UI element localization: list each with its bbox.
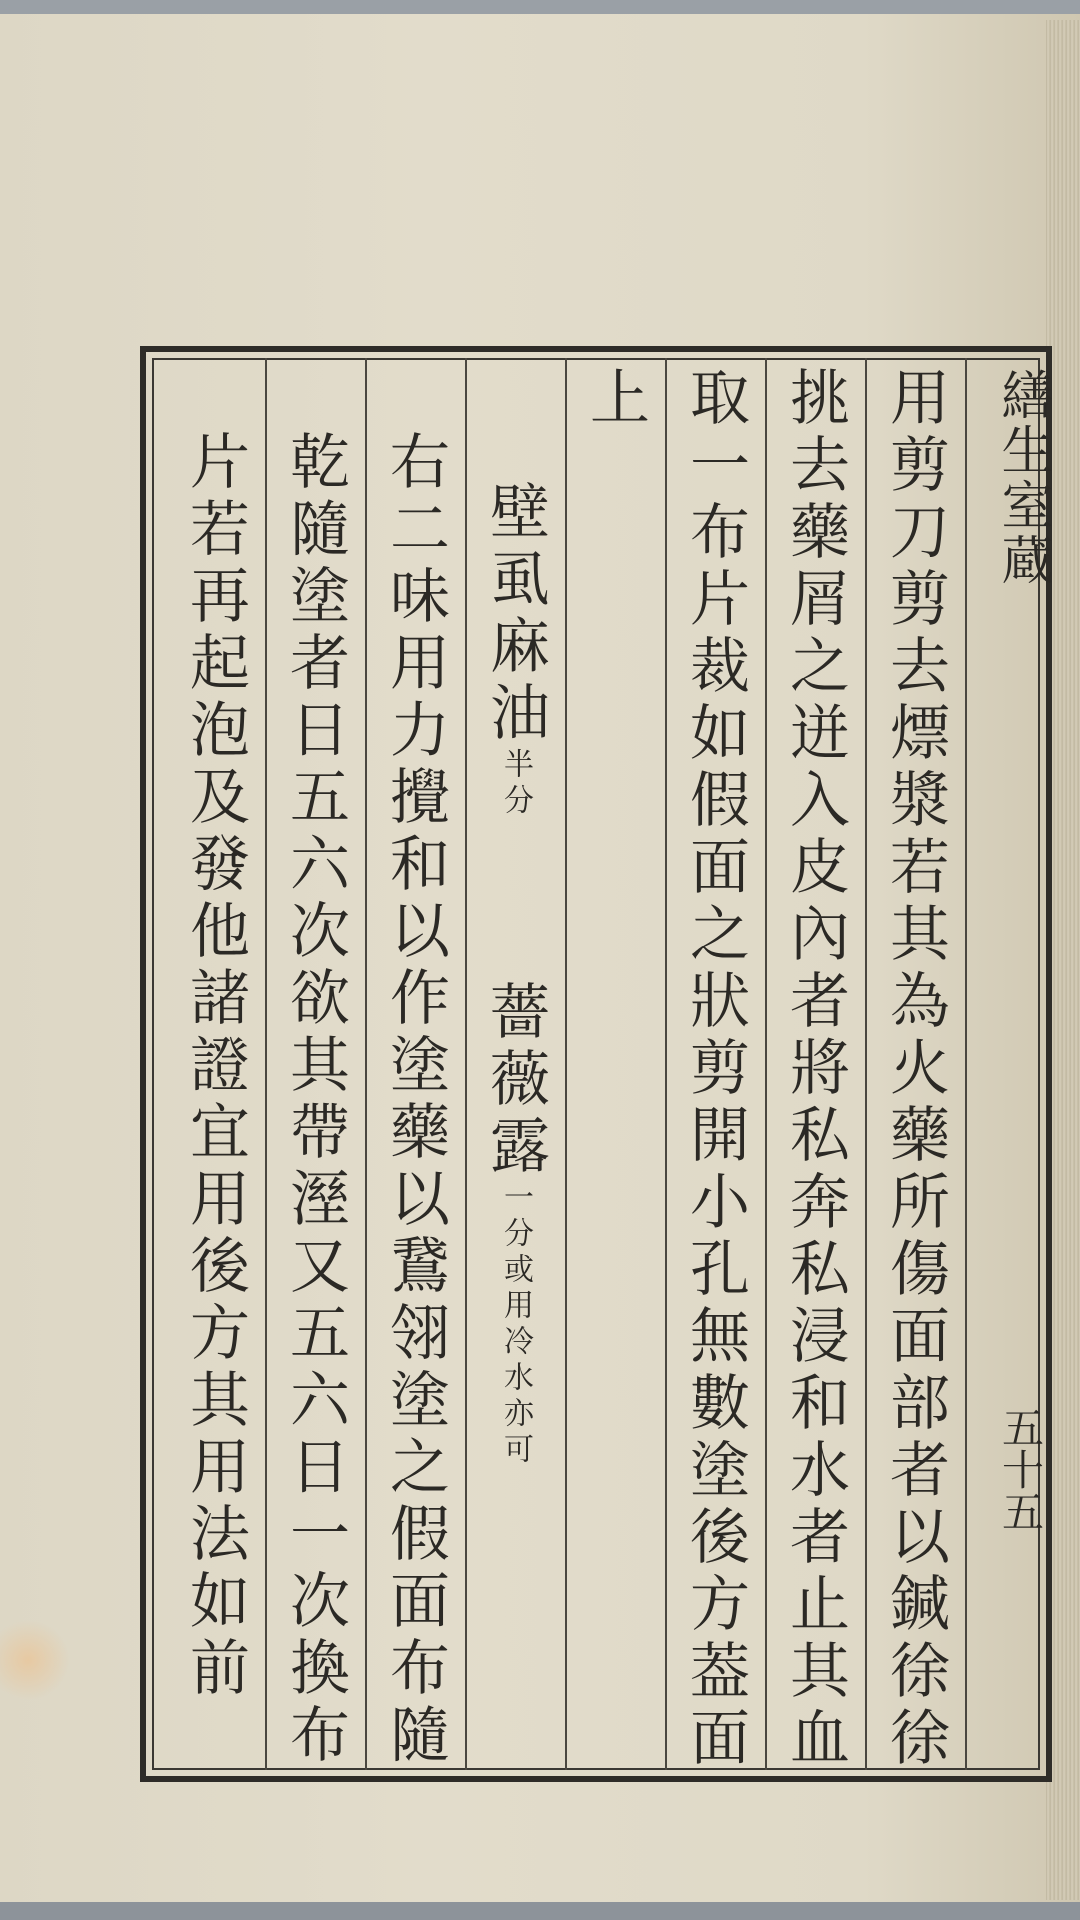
fold-title: 繕生室蔵 (992, 368, 1052, 588)
ingredient-name: 壁虱麻油 (480, 480, 550, 748)
ingredient-amount: 半分 (498, 748, 533, 820)
text-column-7: 右二味用力攪和以作塗藥以鵞翎塗之假面布隨 (380, 430, 450, 1770)
text-column-6 (467, 980, 563, 1469)
text-column-5 (467, 480, 563, 820)
paper-stain (0, 1620, 70, 1700)
column-divider (965, 358, 967, 1770)
text-column-4: 上 (580, 366, 650, 433)
scan-top-margin (0, 0, 1080, 14)
scan-bottom-margin (0, 1902, 1080, 1920)
fold-page-number: 五十五 (996, 1406, 1045, 1532)
text-column-2: 挑去藥屑之迸入皮內者將私奔私浸和水者止其血 (780, 366, 850, 1773)
column-divider (565, 358, 567, 1770)
ingredient-name: 薔薇露 (480, 980, 550, 1181)
text-column-1: 用剪刀剪去熛漿若其為火藥所傷面部者以鍼徐徐 (880, 366, 950, 1773)
text-column-8: 乾隨塗者日五六次欲其帶溼又五六日一次換布 (280, 430, 350, 1770)
text-column-9: 片若再起泡及發他諸證宜用後方其用法如前 (180, 430, 250, 1703)
text-column-3: 取一布片裁如假面之狀剪開小孔無數塗後方葢面 (680, 366, 750, 1773)
ingredient-amount: 一分或用冷水亦可 (498, 1181, 533, 1469)
